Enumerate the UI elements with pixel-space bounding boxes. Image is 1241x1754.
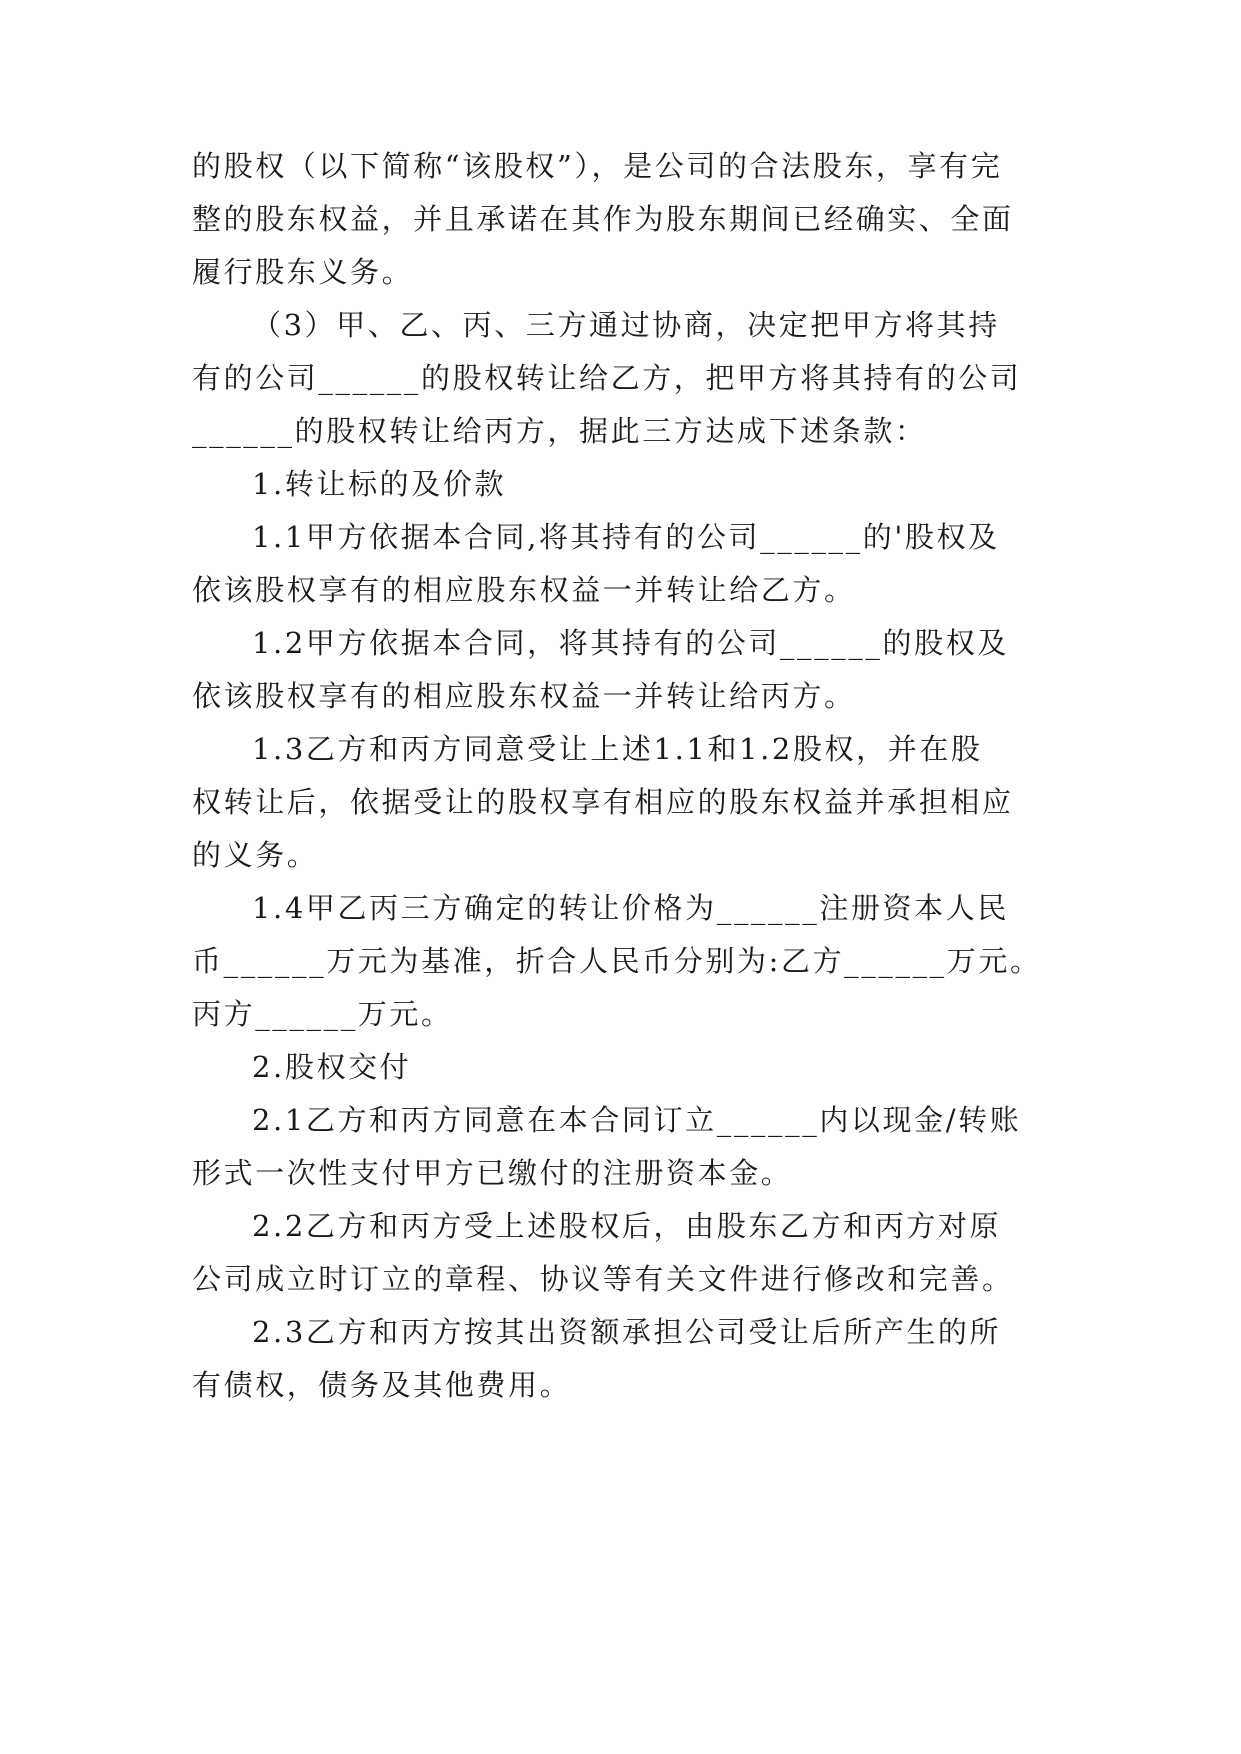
text-line: 依该股权享有的相应股东权益一并转让给丙方。 <box>192 679 856 713</box>
text-line: 有的公司______的股权转让给乙方，把甲方将其持有的公司 <box>192 361 1022 395</box>
text-line: 形式一次性支付甲方已缴付的注册资本金。 <box>192 1156 793 1190</box>
text-line: 公司成立时订立的章程、协议等有关文件进行修改和完善。 <box>192 1262 1014 1296</box>
text-line: 权转让后，依据受让的股权享有相应的股东权益并承担相应 <box>192 785 1014 819</box>
text-line: 1.1甲方依据本合同,将其持有的公司______的'股权及 <box>252 520 1000 554</box>
text-line: 依该股权享有的相应股东权益一并转让给乙方。 <box>192 573 856 607</box>
text-line: ______的股权转让给丙方，据此三方达成下述条款： <box>192 414 927 448</box>
text-line: 2.2乙方和丙方受上述股权后，由股东乙方和丙方对原 <box>252 1209 1002 1243</box>
text-line: 1.转让标的及价款 <box>252 467 507 501</box>
text-line: 1.2甲方依据本合同，将其持有的公司______的股权及 <box>252 626 1009 660</box>
text-line: （3）甲、乙、丙、三方通过协商，决定把甲方将其持 <box>252 308 1000 342</box>
text-line: 1.3乙方和丙方同意受让上述1.1和1.2股权，并在股 <box>252 732 983 766</box>
text-line: 丙方______万元。 <box>192 997 453 1031</box>
text-line: 2.股权交付 <box>252 1050 412 1084</box>
text-line: 整的股东权益，并且承诺在其作为股东期间已经确实、全面 <box>192 202 1014 236</box>
text-line: 的义务。 <box>192 838 319 872</box>
text-line: 履行股东义务。 <box>192 255 414 289</box>
text-line: 有债权，债务及其他费用。 <box>192 1368 572 1402</box>
text-line: 的股权（以下简称“该股权”），是公司的合法股东，享有完 <box>192 149 1003 183</box>
text-line: 2.1乙方和丙方同意在本合同订立______内以现金/转账 <box>252 1103 1022 1137</box>
text-line: 2.3乙方和丙方按其出资额承担公司受让后所产生的所 <box>252 1315 1002 1349</box>
text-line: 1.4甲乙丙三方确定的转让价格为______注册资本人民 <box>252 891 1009 925</box>
text-line: 币______万元为基准，折合人民币分别为:乙方______万元。 <box>192 944 1042 978</box>
